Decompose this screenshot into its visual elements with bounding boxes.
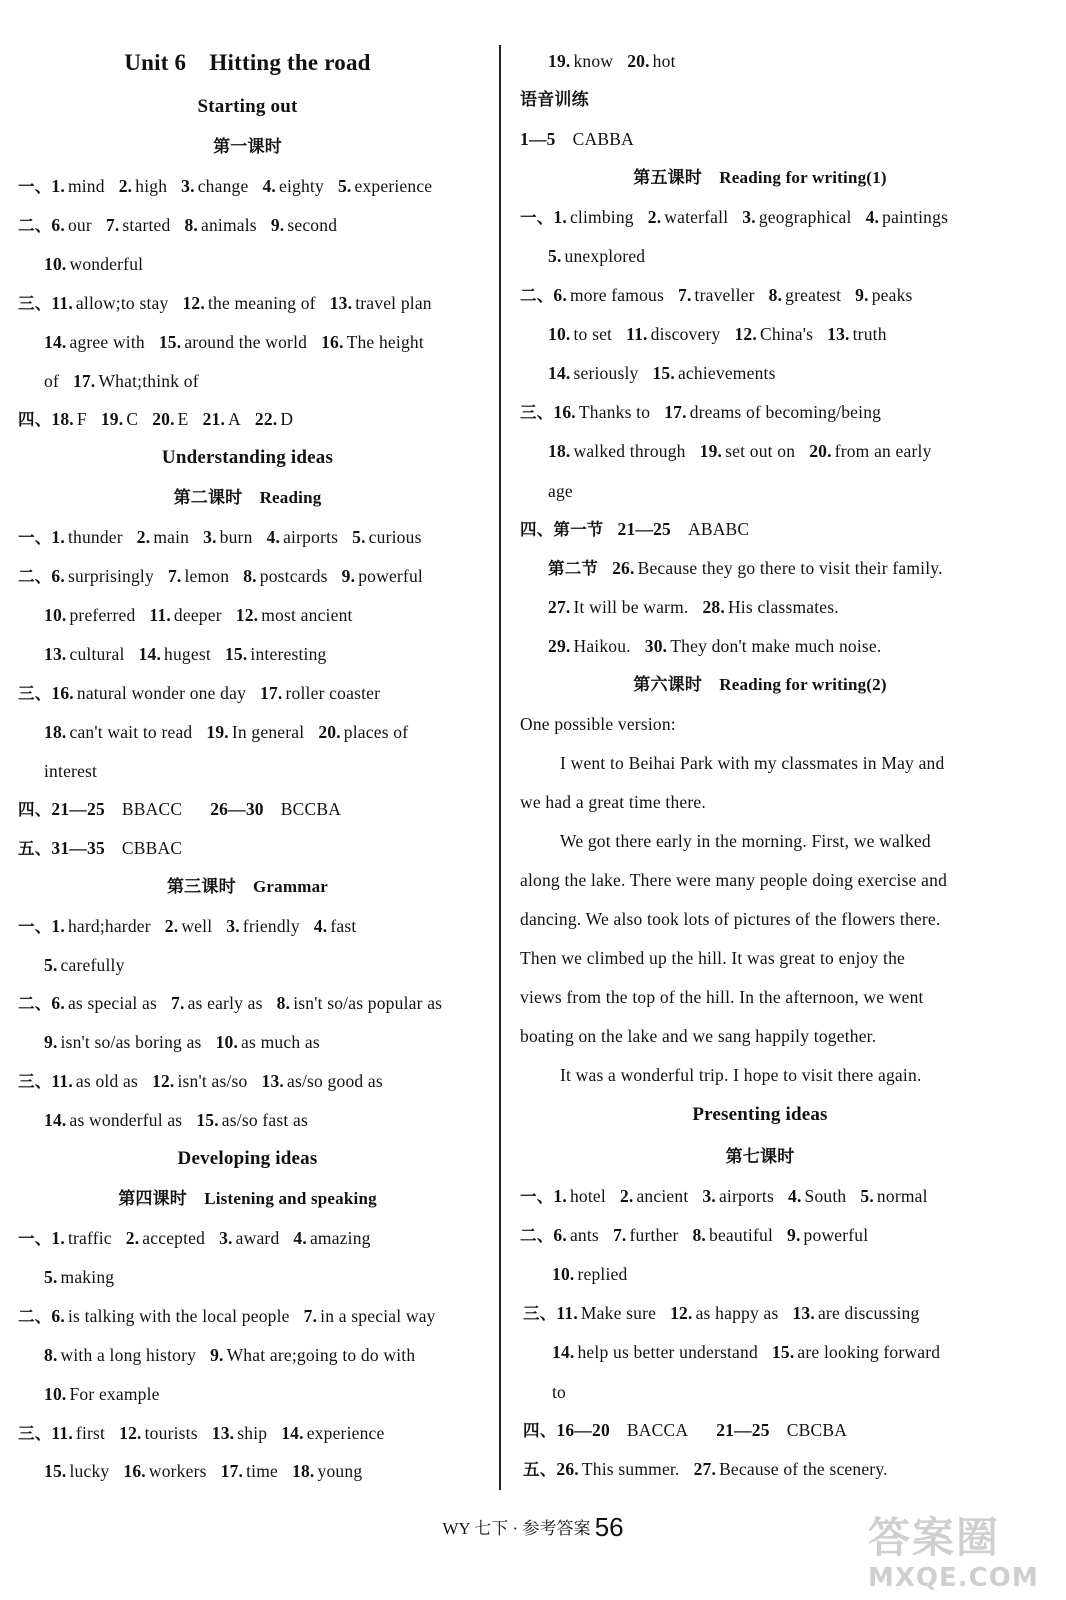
answer-line: 10. For example [44, 1384, 160, 1404]
answer-line: of 17. What;think of [44, 371, 199, 391]
answer-line: 一、1. mind 2. high 3. change 4. eighty 5. experience [18, 176, 433, 196]
section-heading-starting-out: Starting out [197, 96, 298, 117]
answer-line: 10. replied [552, 1264, 628, 1284]
answer-line: 10. to set 11. discovery 12. China's 13. truth [548, 324, 887, 344]
essay-line: We got there early in the morning. First, we walked [560, 831, 931, 851]
answer-line: 13. cultural 14. hugest 15. interesting [44, 644, 327, 664]
essay-line: boating on the lake and we sang happily together. [520, 1026, 877, 1046]
answer-line: 5. unexplored [548, 246, 646, 266]
lesson-7-title: 第七课时 [725, 1147, 795, 1166]
essay-line: It was a wonderful trip. I hope to visit there again. [560, 1065, 922, 1085]
answer-line: age [548, 481, 573, 501]
answer-line: 14. help us better understand 15. are looking forward [552, 1342, 941, 1362]
essay-line: views from the top of the hill. In the afternoon, we went [520, 987, 924, 1007]
answer-line: 10. preferred 11. deeper 12. most ancient [44, 605, 353, 625]
answer-line: 第二节 26. Because they go there to visit their family. [548, 558, 943, 578]
answer-line: 三、11. as old as 12. isn't as/so 13. as/so good as [18, 1071, 383, 1091]
phonics-title: 语音训练 [520, 90, 589, 109]
lesson-4-title: 第四课时 Listening and speaking [118, 1189, 377, 1208]
answer-line: 三、16. Thanks to 17. dreams of becoming/being [520, 402, 882, 422]
answer-line: 三、11. Make sure 12. as happy as 13. are discussing [523, 1303, 920, 1323]
answer-line: 五、31—35 CBBAC [18, 838, 183, 858]
answer-line: 27. It will be warm. 28. His classmates. [548, 597, 839, 617]
answer-line: 5. carefully [44, 955, 125, 975]
lesson-5-title: 第五课时 Reading for writing(1) [633, 168, 887, 187]
watermark-text-bottom: MXQE.COM [868, 1563, 1039, 1593]
answer-line: 一、1. thunder 2. main 3. burn 4. airports 5. curious [18, 527, 422, 547]
answer-line: 18. can't wait to read 19. In general 20. places of [44, 722, 409, 742]
answer-line: 18. walked through 19. set out on 20. from an early [548, 441, 932, 461]
answer-line: 三、11. first 12. tourists 13. ship 14. experience [18, 1423, 385, 1443]
essay-line: I went to Beihai Park with my classmates in May and [560, 753, 945, 773]
watermark-text-top: 答案圈 [868, 1513, 1001, 1562]
unit-title: Unit 6 Hitting the road [124, 50, 371, 75]
answer-line: 5. making [44, 1267, 115, 1287]
lesson-2-title: 第二课时 Reading [173, 488, 322, 507]
answer-line: 五、26. This summer. 27. Because of the scenery. [523, 1459, 888, 1479]
answer-line: 一、1. hotel 2. ancient 3. airports 4. South 5. normal [520, 1186, 928, 1206]
answer-line: 15. lucky 16. workers 17. time 18. young [44, 1461, 363, 1481]
footer-label: WY 七下 · 参考答案 [442, 1519, 591, 1538]
answer-line: 二、6. as special as 7. as early as 8. isn't so/as popular as [18, 993, 443, 1013]
section-heading-understanding: Understanding ideas [161, 447, 334, 468]
answer-line: 二、6. surprisingly 7. lemon 8. postcards 9. powerful [18, 566, 423, 586]
answer-line: 二、6. is talking with the local people 7. in a special way [18, 1306, 436, 1326]
section-heading-developing: Developing ideas [177, 1148, 318, 1169]
essay-line: we had a great time there. [520, 792, 706, 812]
answer-line: 二、6. our 7. started 8. animals 9. second [18, 215, 338, 235]
section-heading-presenting: Presenting ideas [692, 1104, 828, 1125]
answer-line: 二、6. ants 7. further 8. beautiful 9. powerful [520, 1225, 869, 1245]
answer-line: 1—5 CABBA [520, 129, 634, 149]
answer-line: 一、1. climbing 2. waterfall 3. geographical 4. paintings [520, 207, 949, 227]
answer-line: interest [44, 761, 98, 781]
watermark-logo [868, 1505, 1058, 1595]
answer-line: 四、第一节 21—25 ABABC [520, 519, 750, 539]
answer-line: 10. wonderful [44, 254, 144, 274]
lesson-1-title: 第一课时 [213, 137, 282, 156]
answer-line: 14. agree with 15. around the world 16. The height [44, 332, 424, 352]
column-divider [499, 45, 501, 1490]
answer-line: 29. Haikou. 30. They don't make much noise. [548, 636, 882, 656]
answer-line: 三、16. natural wonder one day 17. roller coaster [18, 683, 381, 703]
page-number: 56 [594, 1512, 624, 1542]
answer-line: 9. isn't so/as boring as 10. as much as [44, 1032, 320, 1052]
answer-line: 一、1. hard;harder 2. well 3. friendly 4. fast [18, 916, 357, 936]
answer-line: 14. as wonderful as 15. as/so fast as [44, 1110, 308, 1130]
lesson-3-title: 第三课时 Grammar [166, 877, 329, 896]
answer-line: to [552, 1382, 567, 1402]
answer-line: 8. with a long history 9. What are;going to do with [44, 1345, 416, 1365]
answer-line: 四、18. F 19. C 20. E 21. A 22. D [18, 409, 294, 429]
answer-line: 三、11. allow;to stay 12. the meaning of 13. travel plan [18, 293, 432, 313]
answer-line: 四、16—20 BACCA 21—25 CBCBA [523, 1420, 848, 1440]
answer-line: 四、21—25 BBACC 26—30 BCCBA [18, 799, 342, 819]
lesson-6-title: 第六课时 Reading for writing(2) [633, 675, 887, 694]
answer-line: 一、1. traffic 2. accepted 3. award 4. amazing [18, 1228, 371, 1248]
answer-line: 14. seriously 15. achievements [548, 363, 776, 383]
answer-line: 19. know 20. hot [548, 51, 676, 71]
essay-line: Then we climbed up the hill. It was great to enjoy the [520, 948, 905, 968]
answer-line: 二、6. more famous 7. traveller 8. greatest 9. peaks [520, 285, 913, 305]
essay-line: along the lake. There were many people doing exercise and [520, 870, 948, 890]
essay-line: dancing. We also took lots of pictures of the flowers there. [520, 909, 941, 929]
essay-intro: One possible version: [520, 714, 676, 734]
